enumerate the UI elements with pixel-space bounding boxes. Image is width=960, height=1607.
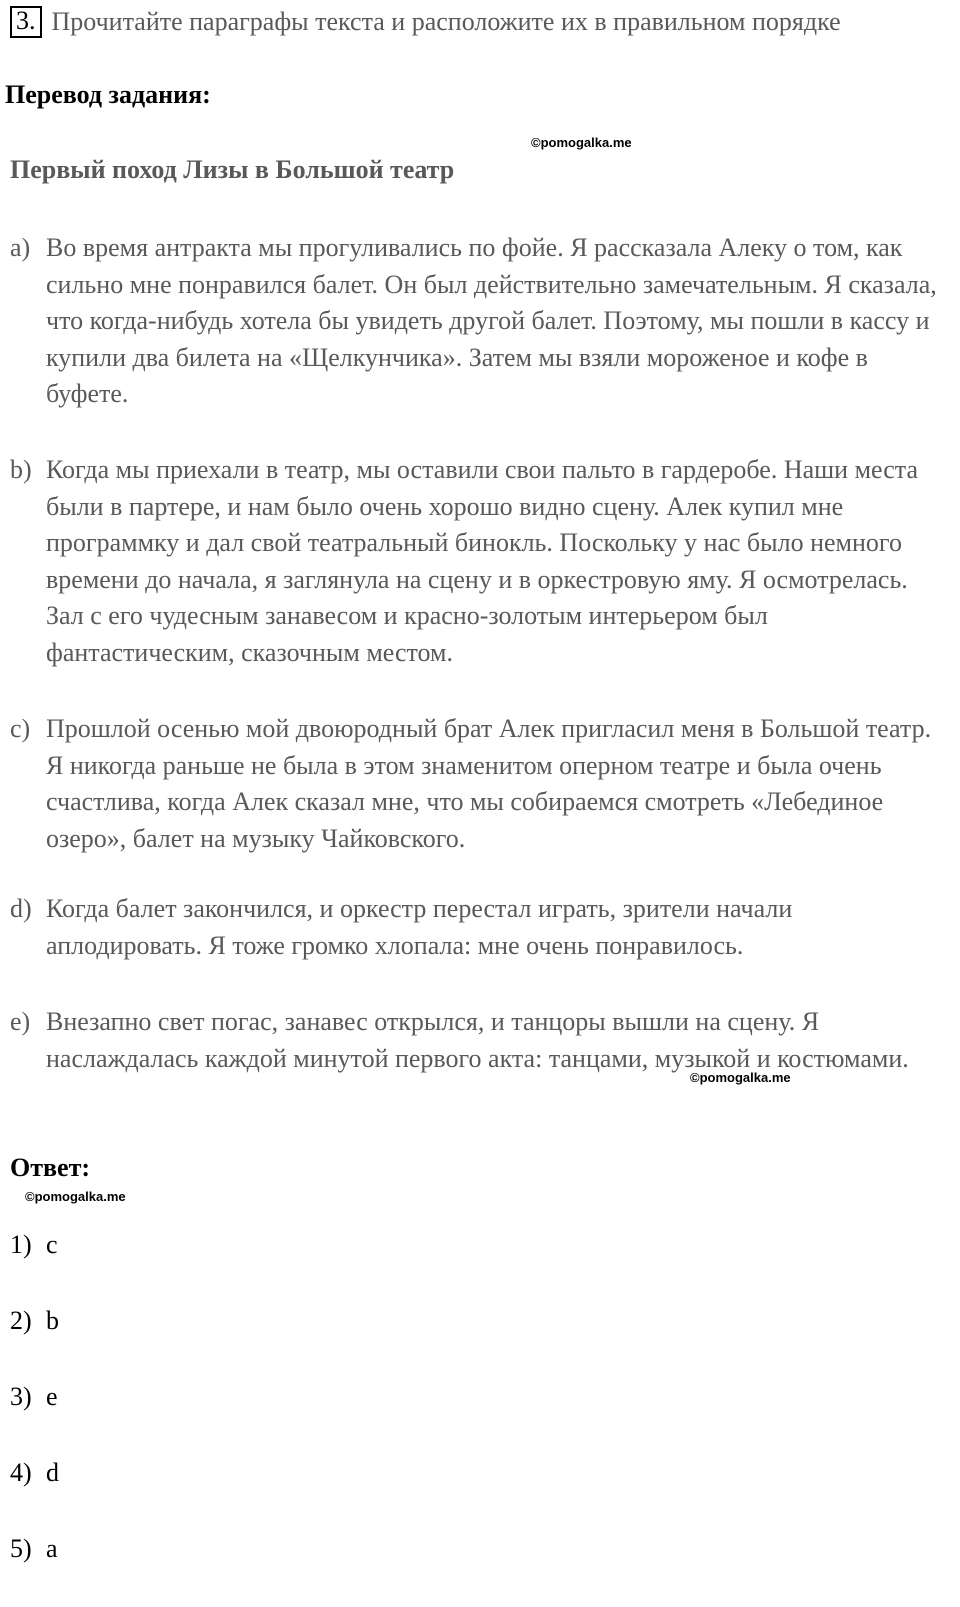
paragraph-letter: e) <box>10 1007 31 1036</box>
watermark: ©pomogalka.me <box>690 1070 791 1085</box>
answer-value: a <box>46 1534 58 1563</box>
paragraph-letter: a) <box>10 233 31 262</box>
answer-item <box>10 1382 58 1412</box>
watermark: ©pomogalka.me <box>531 135 632 150</box>
answer-item <box>10 1306 59 1336</box>
paragraph-text: Когда балет закончился, и оркестр перестал играть, зрители начали аплодировать. Я тоже громко хлопала: мне очень понравилось. <box>46 894 793 960</box>
answer-number: 2) <box>10 1306 32 1335</box>
answer-item <box>10 1458 59 1488</box>
task-header <box>10 6 841 38</box>
task-instruction: Прочитайте параграфы текста и расположите их в правильном порядке <box>51 7 841 36</box>
paragraph-b <box>10 452 945 671</box>
paragraph-text: Во время антракта мы прогуливались по фойе. Я рассказала Алеку о том, как сильно мне понравился балет. Он был действительно замечательным. Я сказала, что когда-нибудь хотела бы увидеть другой балет. Поэтому, мы пошли в кассу и купили два билета на «Щелкунчика». Затем мы взяли мороженое и кофе в буфете. <box>46 233 937 408</box>
translation-heading: Перевод задания: <box>5 80 211 109</box>
watermark: ©pomogalka.me <box>25 1189 126 1204</box>
answer-item <box>10 1230 58 1260</box>
paragraph-d <box>10 891 945 964</box>
paragraph-letter: c) <box>10 714 31 743</box>
answer-number: 3) <box>10 1382 32 1411</box>
paragraph-a <box>10 230 945 413</box>
paragraph-text: Внезапно свет погас, занавес открылся, и танцоры вышли на сцену. Я наслаждалась каждой минутой первого акта: танцами, музыкой и костюмами. <box>46 1007 909 1073</box>
answer-item <box>10 1534 58 1564</box>
task-number: 3. <box>10 6 42 38</box>
answer-number: 4) <box>10 1458 32 1487</box>
answer-number: 5) <box>10 1534 32 1563</box>
answer-heading: Ответ: <box>10 1153 91 1182</box>
answer-value: b <box>46 1306 59 1335</box>
paragraph-letter: b) <box>10 455 32 484</box>
answer-value: c <box>46 1230 58 1259</box>
story-title: Первый поход Лизы в Большой театр <box>10 155 455 184</box>
paragraph-text: Прошлой осенью мой двоюродный брат Алек пригласил меня в Большой театр. Я никогда раньше не была в этом знаменитом оперном театре и была очень счастлива, когда Алек сказал мне, что мы собираемся смотреть «Лебединое озеро», балет на музыку Чайковского. <box>46 714 932 853</box>
answer-value: d <box>46 1458 59 1487</box>
paragraph-text: Когда мы приехали в театр, мы оставили свои пальто в гардеробе. Наши места были в партере, и нам было очень хорошо видно сцену. Алек купил мне программку и дал свой театральный бинокль. Поскольку у нас было немного времени до начала, я заглянула на сцену и в оркестровую яму. Я осмотрелась. Зал с его чудесным занавесом и красно-золотым интерьером был фантастическим, сказочным местом. <box>46 455 918 667</box>
answer-number: 1) <box>10 1230 32 1259</box>
paragraph-e <box>10 1004 945 1077</box>
paragraph-letter: d) <box>10 894 32 923</box>
answer-value: e <box>46 1382 58 1411</box>
paragraph-c <box>10 711 945 857</box>
